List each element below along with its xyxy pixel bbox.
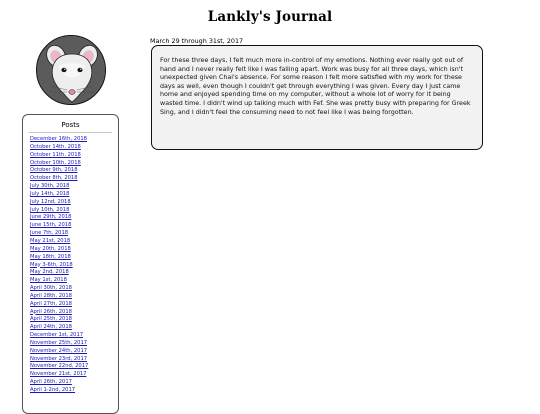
post-list-item: [30, 379, 118, 387]
post-list-item: [30, 254, 118, 262]
post-link[interactable]: April 24th, 2018: [30, 324, 72, 331]
post-link[interactable]: April 27th, 2018: [30, 300, 72, 307]
avatar: [36, 35, 106, 105]
entry-body: For these three days, I felt much more in-control of my emotions. Nothing ever really got out of hand and I never really felt like I was falling apart. Work was busy for all three days, which isn't unexpected given Chai's absence. For some reason I felt more satisfied with my work for these days as well, even though I couldn't get through everything I was given. Every day I just came home and enjoyed spending time on my computer, without a whole lot of worry for it being wasted time. I didn't wind up talking much with Fef. She was pretty busy with preparing for Greek Sing, and I didn't feel the consuming need to not feel like I was being forgotten.: [160, 57, 471, 116]
post-list-item: [30, 191, 118, 199]
entry-card: [151, 45, 483, 150]
post-list-item: [30, 285, 118, 293]
post-link[interactable]: November 22nd, 2017: [30, 363, 89, 370]
post-list-item: [30, 214, 118, 222]
post-list-item: [30, 301, 118, 309]
post-link[interactable]: October 9th, 2018: [30, 167, 78, 174]
post-link[interactable]: July 30th, 2018: [30, 183, 70, 190]
post-link[interactable]: June 29th, 2018: [30, 214, 72, 221]
post-link[interactable]: November 23rd, 2017: [30, 355, 88, 362]
post-list-item: [30, 136, 118, 144]
post-link[interactable]: November 24th, 2017: [30, 347, 88, 354]
post-link[interactable]: October 11th, 2018: [30, 151, 81, 158]
post-list-item: [30, 316, 118, 324]
post-link[interactable]: October 10th, 2018: [30, 159, 81, 166]
post-link[interactable]: April 30th, 2018: [30, 285, 72, 292]
post-link[interactable]: June 7th, 2018: [30, 230, 69, 237]
post-list-item: [30, 356, 118, 364]
post-list-item: [30, 293, 118, 301]
post-link[interactable]: October 8th, 2018: [30, 175, 78, 182]
post-link[interactable]: April 25th, 2018: [30, 316, 72, 323]
post-list-item: [30, 246, 118, 254]
site-title: Lankly's Journal: [207, 9, 333, 25]
posts-list: [23, 136, 118, 395]
post-list-item: [30, 262, 118, 270]
post-list-item: [30, 269, 118, 277]
sidebar-divider: [29, 132, 112, 133]
post-link[interactable]: May 18th, 2018: [30, 253, 71, 260]
post-link[interactable]: July 10th, 2018: [30, 206, 70, 213]
post-list-item: [30, 167, 118, 175]
post-link[interactable]: November 25th, 2017: [30, 339, 88, 346]
post-list-item: [30, 371, 118, 379]
posts-sidebar: [22, 114, 119, 414]
post-list-item: [30, 363, 118, 371]
post-list-item: [30, 387, 118, 395]
post-list-item: [30, 160, 118, 168]
post-link[interactable]: April 26th, 2018: [30, 308, 72, 315]
post-list-item: [30, 332, 118, 340]
post-link[interactable]: December 16th, 2018: [30, 136, 87, 142]
post-list-item: [30, 199, 118, 207]
entry-date: March 29 through 31st, 2017: [150, 37, 244, 45]
post-list-item: [30, 309, 118, 317]
post-list-item: [30, 144, 118, 152]
post-link[interactable]: May 21st, 2018: [30, 237, 71, 244]
post-list-item: [30, 222, 118, 230]
post-link[interactable]: November 21st, 2017: [30, 371, 87, 378]
post-link[interactable]: April 26th, 2017: [30, 379, 72, 386]
sidebar-heading: Posts: [61, 121, 80, 129]
post-link[interactable]: May 3-6th, 2018: [30, 261, 73, 268]
post-list-item: [30, 207, 118, 215]
post-link[interactable]: July 12nd, 2018: [30, 198, 71, 205]
post-link[interactable]: May 2nd, 2018: [30, 269, 69, 276]
post-link[interactable]: December 1st, 2017: [30, 332, 84, 339]
post-link[interactable]: April 28th, 2018: [30, 292, 72, 299]
post-list-item: [30, 230, 118, 238]
post-list-item: [30, 238, 118, 246]
post-list-item: [30, 183, 118, 191]
post-link[interactable]: July 14th, 2018: [30, 190, 70, 197]
post-list-item: [30, 340, 118, 348]
post-link[interactable]: May 20th, 2018: [30, 245, 71, 252]
post-link[interactable]: October 14th, 2018: [30, 143, 81, 150]
post-list-item: [30, 277, 118, 285]
post-list-item: [30, 348, 118, 356]
post-link[interactable]: May 1st, 2018: [30, 277, 67, 284]
post-link[interactable]: June 15th, 2018: [30, 222, 72, 229]
post-link[interactable]: April 1-2nd, 2017: [30, 387, 76, 393]
rat-face-icon: [37, 36, 106, 105]
post-list-item: [30, 175, 118, 183]
post-list-item: [30, 152, 118, 160]
post-list-item: [30, 324, 118, 332]
